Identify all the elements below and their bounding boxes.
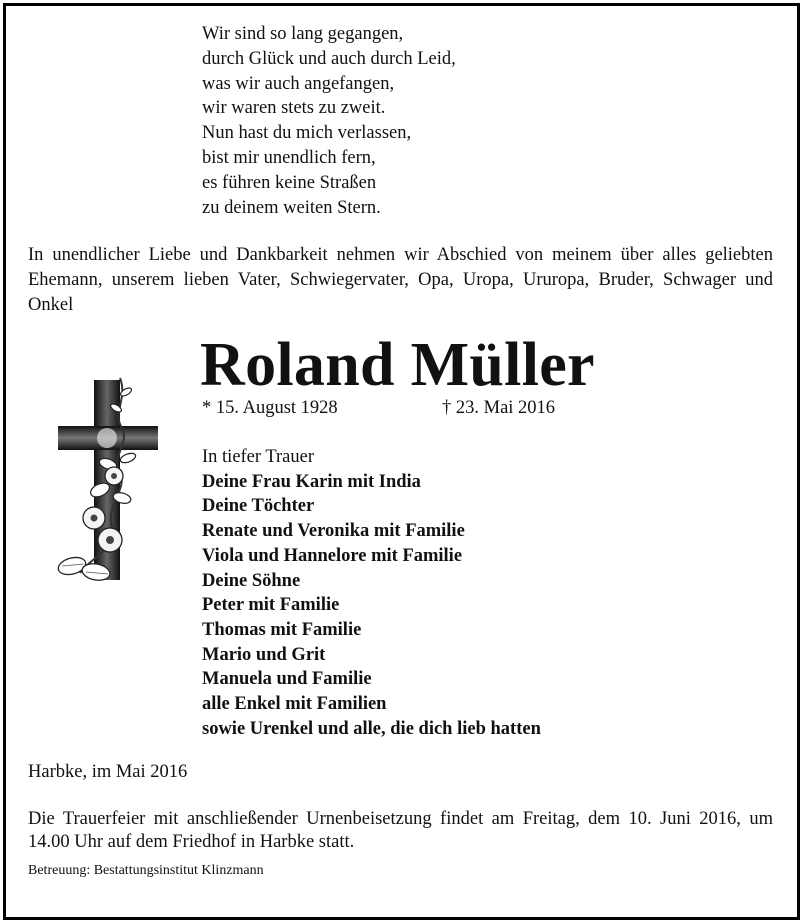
poem-line: was wir auch angefangen, <box>202 73 395 94</box>
poem-line: Wir sind so lang gegangen, <box>202 24 404 44</box>
mourner-line: Mario und Grit <box>202 644 326 665</box>
mourner-line: Deine Söhne <box>202 570 301 591</box>
poem-line: durch Glück und auch durch Leid, <box>202 48 456 69</box>
poem-line: es führen keine Straßen <box>202 172 377 193</box>
funeral-home-credit: Betreuung: Bestattungsinstitut Klinzmann <box>28 863 264 878</box>
mourner-line: Renate und Veronika mit Familie <box>202 521 465 542</box>
poem-line: Nun hast du mich verlassen, <box>202 123 412 144</box>
poem <box>202 22 622 220</box>
mourning-heading: In tiefer Trauer <box>202 447 314 467</box>
intro-text: In unendlicher Liebe und Dankbarkeit nehmen wir Abschied von meinem über alles geliebten Ehemann, unserem lieben Vater, Schwiegervater, Opa, Uropa, Ururopa, Bruder, Schwager und Onkel <box>28 245 773 315</box>
mourner-line: sowie Urenkel und alle, die dich lieb hatten <box>202 718 541 739</box>
funeral-info: Die Trauerfeier mit anschließender Urnenbeisetzung findet am Freitag, dem 10. Juni 2016, um 14.00 Uhr auf dem Friedhof in Harbke statt. <box>28 809 773 852</box>
mourner-line: Thomas mit Familie <box>202 619 362 640</box>
death-date: † 23. Mai 2016 <box>442 398 556 418</box>
mourners-list <box>202 445 762 741</box>
mourner-line: Deine Frau Karin mit India <box>202 471 421 492</box>
place-date: Harbke, im Mai 2016 <box>28 762 188 782</box>
birth-date: * 15. August 1928 <box>202 398 338 418</box>
mourner-line: Peter mit Familie <box>202 595 340 616</box>
poem-line: zu deinem weiten Stern. <box>202 197 381 218</box>
deceased-name: Roland Müller <box>200 331 595 399</box>
mourner-line: Viola und Hannelore mit Familie <box>202 545 463 566</box>
mourner-line: Deine Töchter <box>202 496 315 517</box>
poem-line: bist mir unendlich fern, <box>202 147 376 168</box>
mourner-line: alle Enkel mit Familien <box>202 694 387 715</box>
mourner-line: Manuela und Familie <box>202 669 372 690</box>
poem-line: wir waren stets zu zweit. <box>202 98 386 119</box>
cross-with-flowers-icon <box>50 368 165 598</box>
